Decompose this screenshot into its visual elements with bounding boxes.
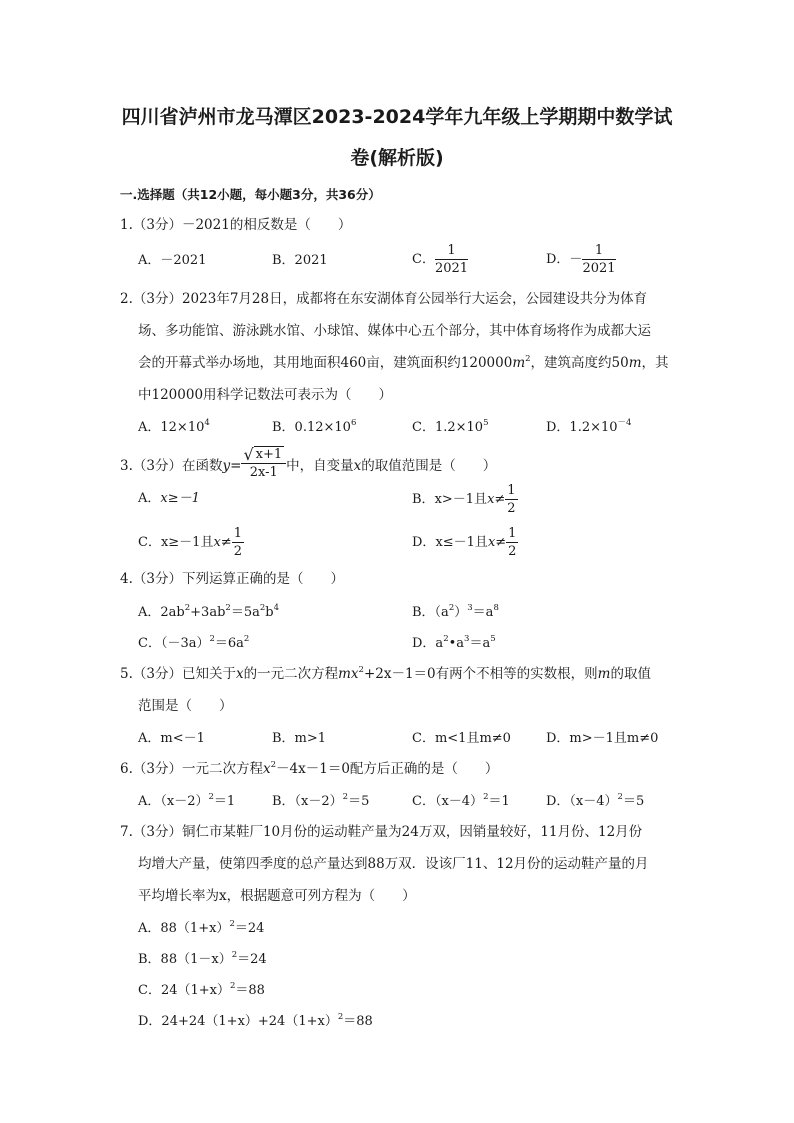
question-1-option-b: B．2021 (272, 253, 328, 268)
question-2-line-3: 会的开幕式举办场地，其用地面积460亩，建筑面积约$120000m^2$，建筑高度约50m，其 (138, 354, 669, 371)
fraction-numerator-radical (241, 445, 286, 464)
question-4-stem: 4.（3分）下列运算正确的是（ ） (120, 571, 344, 587)
fraction-denominator: 2x-1 (249, 465, 278, 480)
question-3-option-a: A．x≥－1 (138, 491, 200, 506)
question-6-option-b: B．$(x-2)^2=5$ (272, 792, 370, 809)
question-2-option-a: A．$12\times 10^4$ (138, 418, 210, 435)
question-3-option-b: B．x>－1且x≠ $\frac{1}{2}$ (412, 483, 516, 516)
question-4-option-d: D．$a^2•a^3=a^5$ (412, 634, 496, 651)
question-5-option-c: C．m<1且m≠0 (412, 731, 511, 746)
question-7-option-c: C．$24(1+x)^2=88$ (138, 981, 265, 998)
question-5-line-1: 5.（3分）已知关于x的一元二次方程$mx^2+2x-1=0$有两个不相等的实数根，则m的取值 (120, 665, 651, 682)
question-2-option-c: C．$1.2\times 10^5$ (412, 418, 489, 435)
question-2-line-1: 2.（3分）2023年7月28日，成都将在东安湖体育公园举行大运会，公园建设共分为体育 (120, 291, 648, 307)
question-7-option-d: D．$24+24(1+x)+24(1+x)^2=88$ (138, 1012, 373, 1029)
question-5-option-b: B．m>1 (272, 731, 327, 746)
question-1-option-c (412, 244, 468, 275)
question-1-option-d (546, 244, 616, 275)
fraction-one-over-2021 (435, 244, 468, 275)
fraction-numerator: 1 (582, 244, 615, 260)
question-3-option-d: D．x≤－1且x≠ $\frac{1}{2}$ (412, 526, 517, 559)
question-1-stem: 1.（3分）－2021的相反数是（ ） (120, 217, 352, 233)
radicand: x+1 (255, 447, 283, 462)
question-2-line-4: 中120000用科学记数法可表示为（ ） (138, 387, 393, 403)
question-7-option-a: A．$88(1+x)^2=24$ (138, 919, 265, 936)
question-4-option-a: A．$2ab^2+3ab^2=5a^2b^4$ (138, 603, 280, 620)
question-6-stem: 6.（3分）一元二次方程$x^2-4x-1=0$配方后正确的是（ ） (120, 760, 499, 777)
option-d-prefix: D．－ (546, 252, 583, 267)
question-6-option-c: C．$(x-4)^2=1$ (412, 792, 510, 809)
question-3-option-c: C．x≥－1且x≠ $\frac{1}{2}$ (138, 526, 242, 559)
sqrt-symbol: √ (243, 445, 254, 464)
document-title-line-1: 四川省泸州市龙马潭区2023-2024学年九年级上学期期中数学试 (121, 106, 673, 128)
question-6-option-d: D．$(x-4)^2=5$ (546, 792, 645, 809)
question-6-option-a: A．$(x-2)^2=1$ (138, 792, 236, 809)
fraction-denominator: 2021 (434, 261, 469, 276)
question-7-line-1: 7.（3分）铜仁市某鞋厂10月份的运动鞋产量为24万双，因销量较好，11月份、12月份 (120, 824, 643, 840)
question-7-line-2: 均增大产量，使第四季度的总产量达到88万双．设该厂11、12月份的运动鞋产量的月 (138, 856, 649, 872)
question-3-stem: 3.（3分）在函数y= $\frac{√ x+1}{2x-1}$ 中，自变量x的取值范围是（ ） (120, 445, 497, 480)
question-4-option-c: C．$(-3a)^2=6a^2$ (138, 634, 250, 651)
fraction-one-over-2021 (582, 244, 615, 275)
question-7-option-b: B．$88(1-x)^2=24$ (138, 950, 267, 967)
question-2-line-2: 场、多功能馆、游泳跳水馆、小球馆、媒体中心五个部分，其中体育场将作为成都大运 (138, 323, 651, 339)
document-title-line-2: 卷(解析版) (350, 147, 444, 169)
fraction-one-half: $\frac{1}{2}$ (233, 526, 242, 559)
fraction-denominator: 2021 (582, 261, 616, 276)
question-5-option-a: A．m<－1 (138, 731, 205, 746)
fraction-numerator: 1 (435, 244, 468, 260)
function-fraction (241, 445, 286, 479)
question-7-line-3: 平均增长率为x，根据题意可列方程为（ ） (138, 888, 416, 904)
question-4-option-b: B．$(a^2)^3=a^8$ (412, 603, 499, 620)
question-1-option-a: A．－2021 (138, 253, 207, 268)
option-c-prefix: C． (412, 252, 435, 267)
section-heading: 一.选择题（共12小题，每小题3分，共36分） (120, 187, 381, 202)
fraction-one-half: $\frac{1}{2}$ (508, 526, 517, 559)
question-2-option-d: D．$1.2\times 10^{-4}$ (546, 418, 632, 435)
question-5-option-d: D．m>－1且m≠0 (546, 731, 659, 746)
question-5-line-2: 范围是（ ） (138, 698, 233, 714)
question-2-option-b: B．$0.12\times 10^6$ (272, 418, 357, 435)
fraction-one-half: $\frac{1}{2}$ (507, 483, 516, 516)
